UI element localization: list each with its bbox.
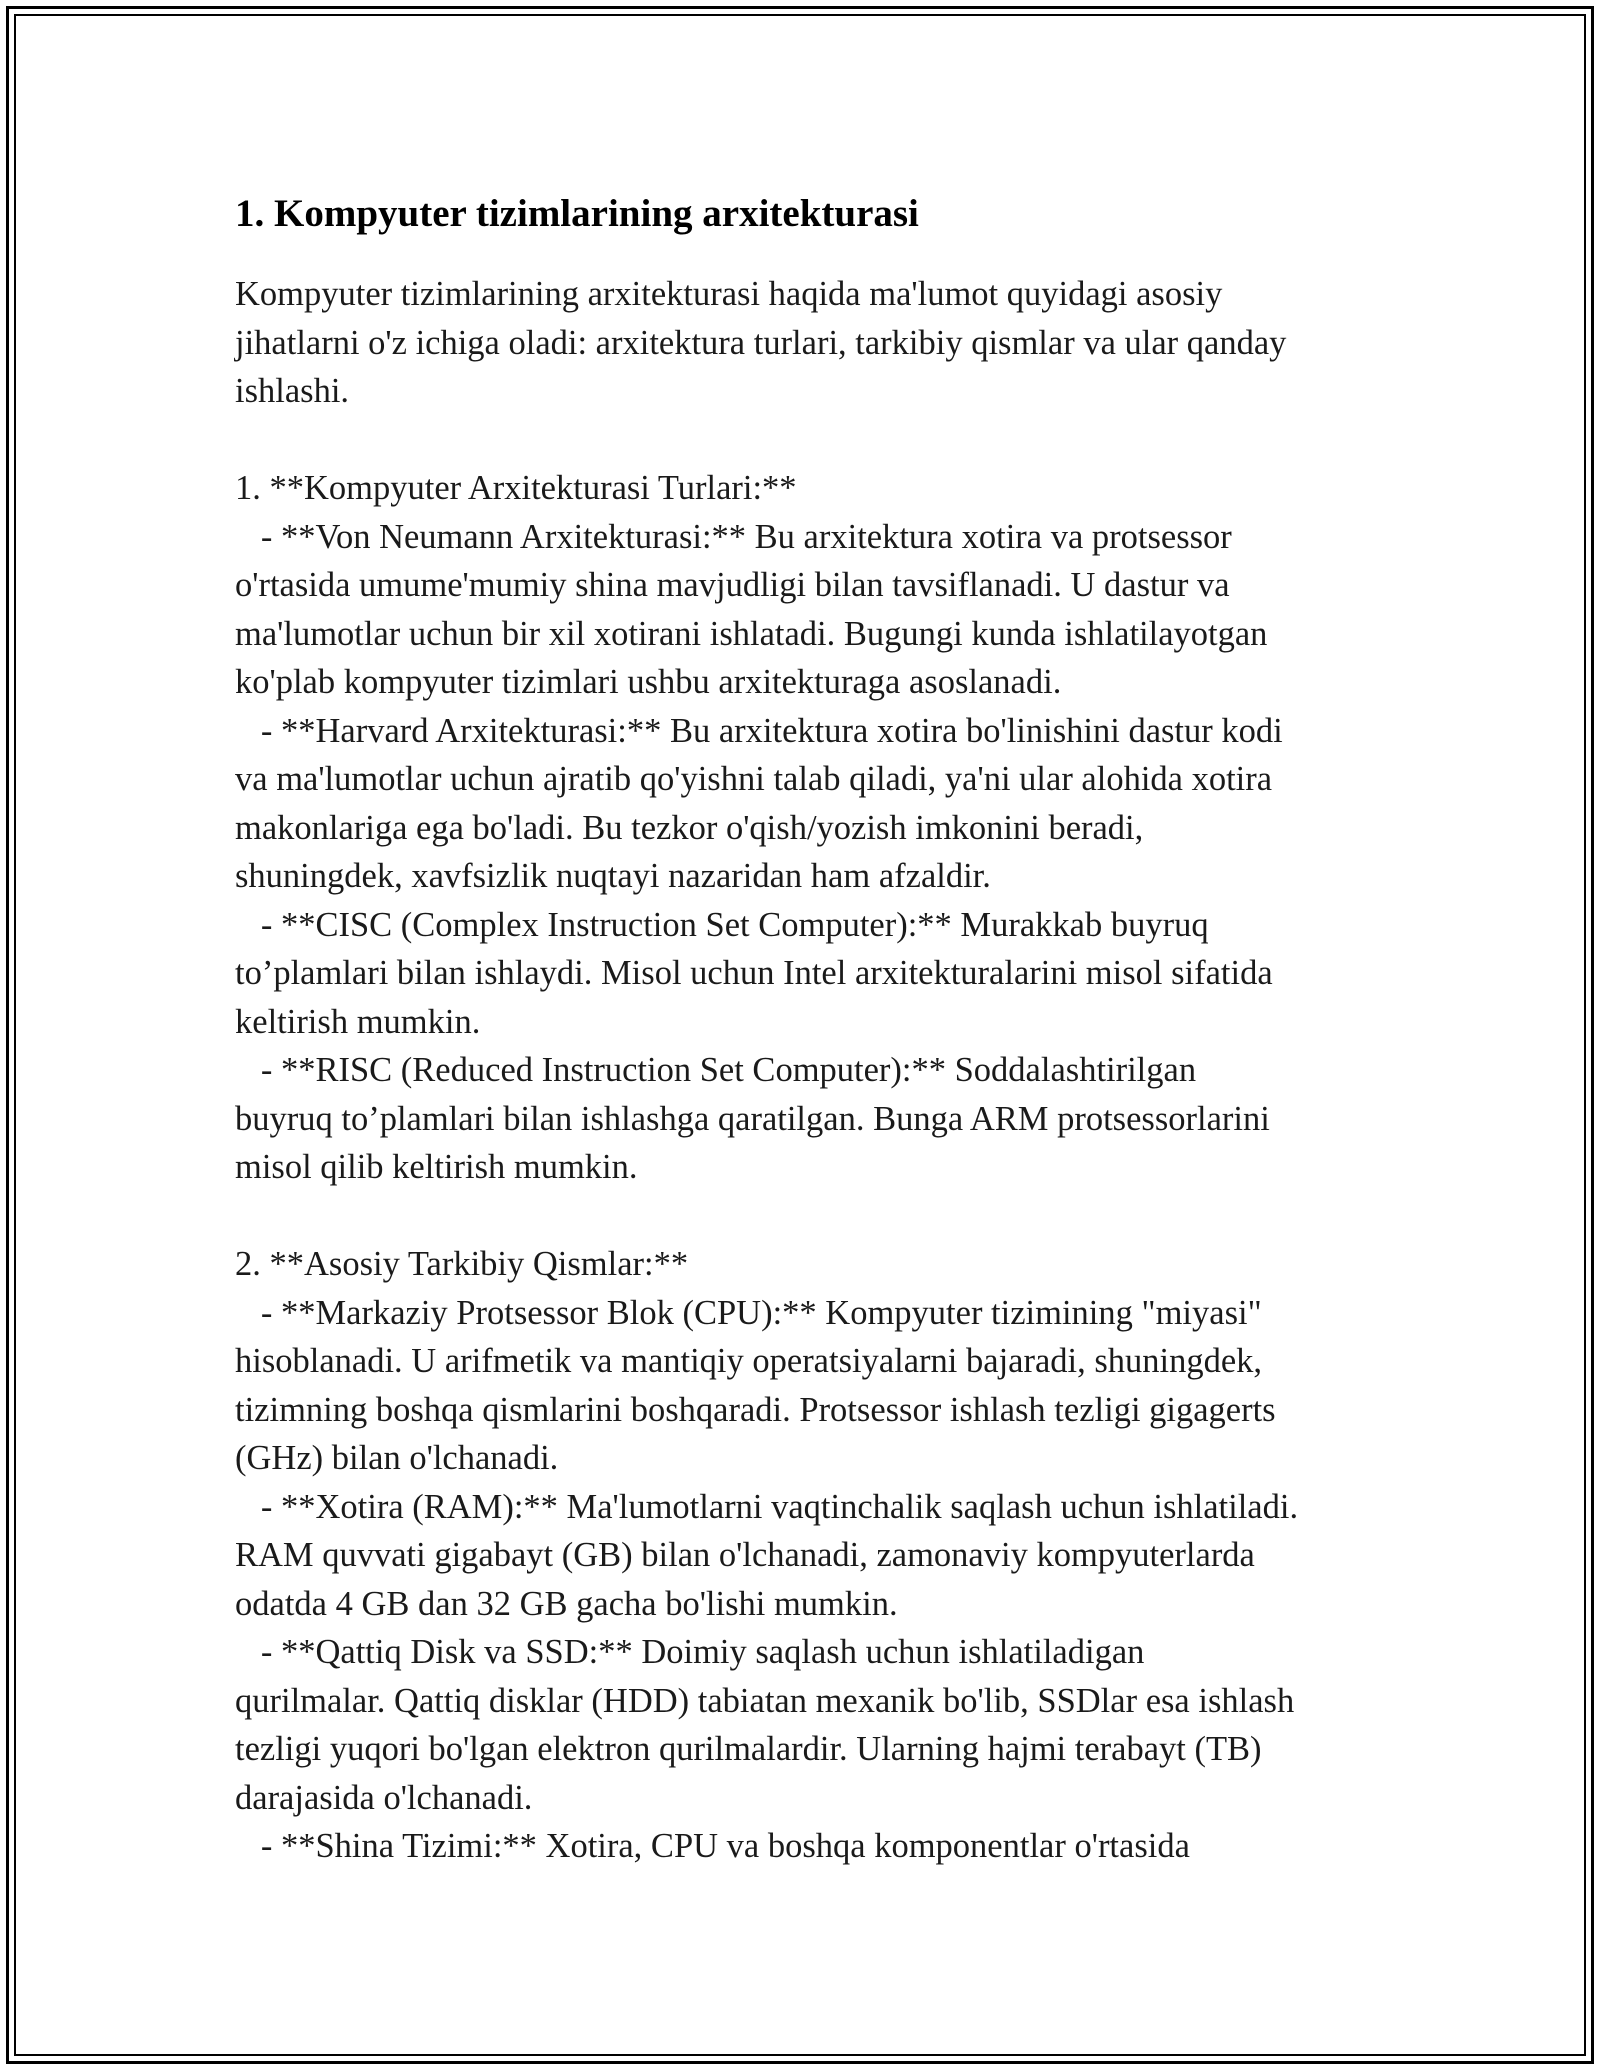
document-body: Kompyuter tizimlarining arxitekturasi haqida ma'lumot quyidagi asosiy jihatlarni o'z ichiga oladi: arxitektura turlari, tarkibiy qismlar va ular qanday ishlashi. 1. **Kompyuter Arxitekturasi Turlari:** - **Von Neumann Arxitekturasi:** Bu arxitektura xotira va protsessor o'rtasida umume'mumiy shina mavjudligi bilan tavsiflanadi. U dastur va ma'lumotlar uchun bir xil xotirani ishlatadi. Bugungi kunda ishlatilayotgan ko'plab kompyuter tizimlari ushbu arxitekturaga asoslanadi. - **Harvard Arxitekturasi:** Bu arxitektura xotira bo'linishini dastur kodi va ma'lumotlar uchun ajratib qo'yishni talab qiladi, ya'ni ular alohida xotira makonlariga ega bo'ladi. Bu tezkor o'qish/yozish imkonini beradi, shuningdek, xavfsizlik nuqtayi nazaridan ham afzaldir. - **CISC (Complex Instruction Set Computer):** Murakkab buyruq to’plamlari bilan ishlaydi. Misol uchun Intel arxitekturalarini misol sifatida keltirish mumkin. - **RISC (Reduced Instruction Set Computer):** Soddalashtirilgan buyruq to’plamlari bilan ishlashga qaratilgan. Bunga ARM protsessorlarini misol qilib keltirish mumkin. 2. **Asosiy Tarkibiy Qismlar:** - **Markaziy Protsessor Blok (CPU):** Kompyuter tizimining "miyasi" hisoblanadi. U arifmetik va mantiqiy operatsiyalarni bajaradi, shuningdek, tizimning boshqa qismlarini boshqaradi. Protsessor ishlash tezligi gigagerts (GHz) bilan o'lchanadi. - **Xotira (RAM):** Ma'lumotlarni vaqtinchalik saqlash uchun ishlatiladi. RAM quvvati gigabayt (GB) bilan o'lchanadi, zamonaviy kompyuterlarda odatda 4 GB dan 32 GB gacha bo'lishi mumkin. - **Qattiq Disk va SSD:** Doimiy saqlash uchun ishlatiladigan qurilmalar. Qattiq disklar (HDD) tabiatan mexanik bo'lib, SSDlar esa ishlash tezligi yuqori bo'lgan elektron qurilmalardir. Ularning hajmi terabayt (TB) darajasida o'lchanadi. - **Shina Tizimi:** Xotira, CPU va boshqa komponentlar o'rtasida [235, 275, 1299, 1865]
document-content [235, 188, 1385, 1871]
document-title: 1. Kompyuter tizimlarining arxitekturasi [235, 192, 919, 235]
